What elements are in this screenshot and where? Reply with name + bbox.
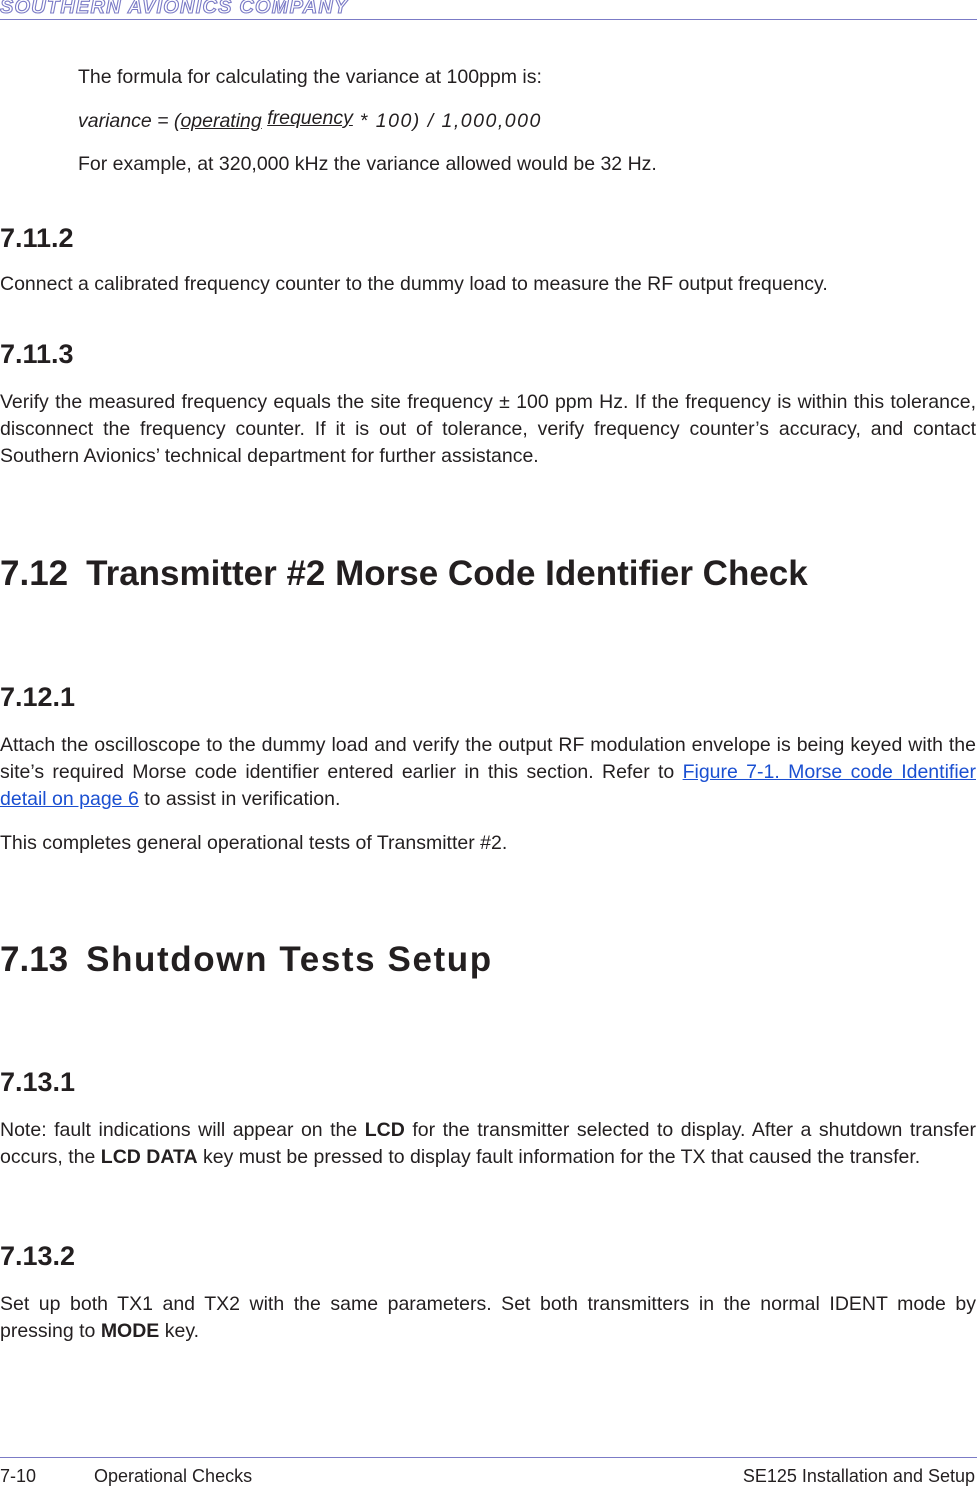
lcd-key-label: LCD [364,1119,405,1141]
section-title: Shutdown Tests Setup [86,940,493,979]
formula-suffix: * 100) / 1,000,000 [352,110,542,132]
section-heading-7-12 [0,554,808,594]
heading-7-12-1: 7.12.1 [0,682,76,712]
paragraph-7-11-2: Connect a calibrated frequency counter to the dummy load to measure the RF output frequency. [0,273,828,295]
heading-7-11-3: 7.11.3 [0,339,74,369]
section-number: 7.12 [0,554,69,593]
section-number: 7.13 [0,940,69,979]
lcd-data-key-label: LCD DATA [100,1146,198,1168]
heading-7-13-2: 7.13.2 [0,1241,76,1271]
paragraph-text: Set up both TX1 and TX2 with the same parameters. Set both transmitters in the normal IDENT mode by pressing to [0,1293,976,1342]
footer-rule [0,1457,977,1458]
paragraph-text: Attach the oscilloscope to the dummy load and verify the output RF modulation envelope is being keyed with the site’s required Morse code identifier entered earlier in this section. Refer to [0,734,976,783]
paragraph-text: key must be pressed to display fault information for the TX that caused the transfer. [197,1146,921,1168]
formula-intro: The formula for calculating the variance at 100ppm is: [78,66,542,88]
mode-key-label: MODE [100,1320,160,1342]
paragraph-7-13-2 [0,1291,976,1345]
formula-example: For example, at 320,000 kHz the variance allowed would be 32 Hz. [78,153,657,175]
figure-7-1-link[interactable]: Figure 7-1. Morse code Identifier detail on page 6 [0,761,976,810]
formula-line [78,108,958,135]
paragraph-7-13-1 [0,1117,976,1171]
footer-manual-title: SE125 Installation and Setup [742,1466,975,1486]
paragraph-text: Note: fault indications will appear on the [0,1119,365,1141]
paragraph-7-11-3: Verify the measured frequency equals the site frequency ± 100 ppm Hz. If the frequency is within this tolerance, disconnect the frequency counter. If it is out of tolerance, verify frequency counter’s accuracy, and contact Southern Avionics’ technical department for further assistance. [0,391,976,467]
section-title: Transmitter #2 Morse Code Identifier Check [86,554,808,593]
paragraph-text: key. [159,1320,200,1342]
formula-prefix: variance = ( [78,110,181,132]
footer-page-number: 7-10 [0,1466,37,1486]
paragraph-7-12-1 [0,732,976,813]
section-heading-7-13 [0,940,493,980]
heading-7-13-1: 7.13.1 [0,1067,76,1097]
formula-operating: operating [180,110,262,132]
paragraph-text: for the transmitter selected to display. After a shutdown transfer occurs, the [0,1119,976,1168]
paragraph-text: to assist in verification. [138,788,341,810]
footer-section: Operational Checks [94,1466,253,1486]
paragraph-completes: This completes general operational tests of Transmitter #2. [0,832,508,854]
header-rule [0,19,977,20]
company-header: SOUTHERN AVIONICS COMPANY [0,0,349,18]
heading-7-11-2: 7.11.2 [0,223,74,253]
formula-frequency: frequency [267,107,353,129]
